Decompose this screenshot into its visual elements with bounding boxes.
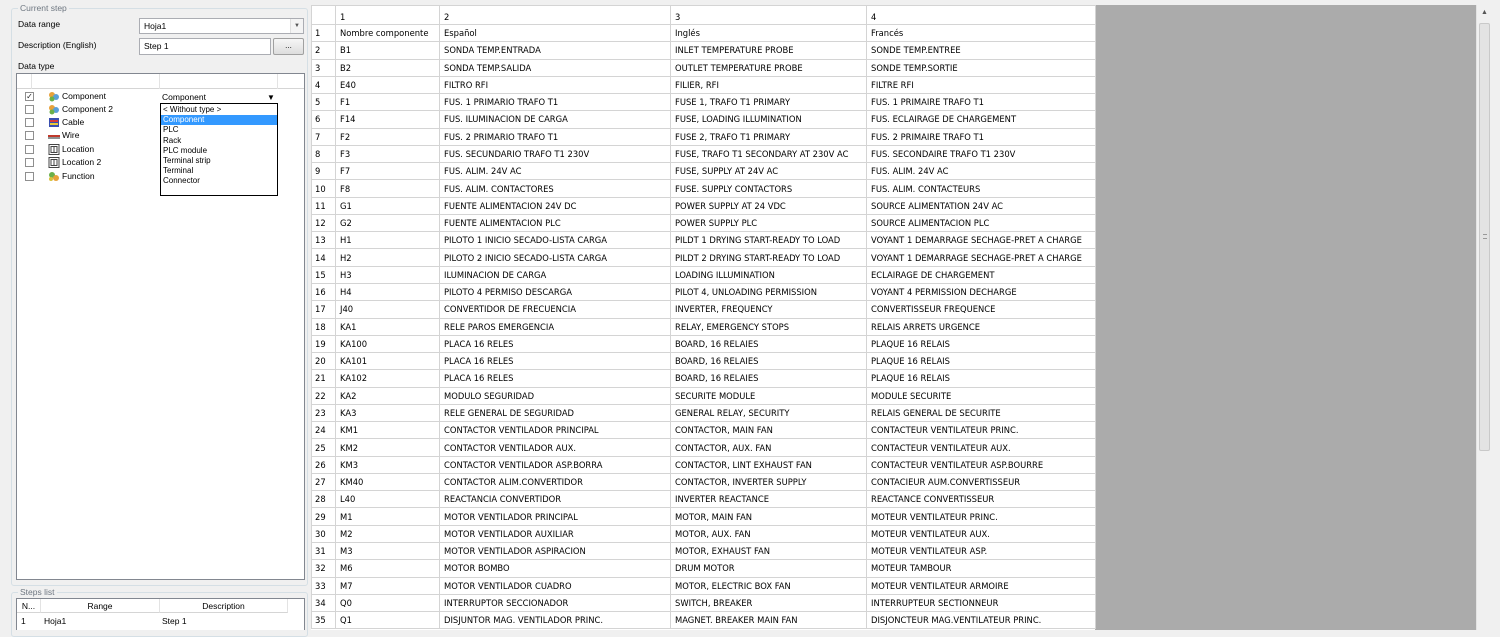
table-cell[interactable]: B1 xyxy=(336,42,440,59)
row-header[interactable]: 19 xyxy=(312,335,336,352)
table-cell[interactable]: ECLAIRAGE DE CHARGEMENT xyxy=(867,266,1096,283)
data-type-label-wire: Wire xyxy=(62,130,80,140)
table-row xyxy=(312,25,1096,42)
table-row xyxy=(312,508,1096,525)
table-cell[interactable]: FUS. 2 PRIMARIO TRAFO T1 xyxy=(440,128,671,145)
type-option[interactable]: < Without type > xyxy=(163,105,222,114)
table-cell[interactable]: VOYANT 4 PERMISSION DECHARGE xyxy=(867,283,1096,300)
table-cell[interactable]: MOTOR VENTILADOR PRINCIPAL xyxy=(440,508,671,525)
table-row xyxy=(312,542,1096,559)
table-row xyxy=(312,560,1096,577)
row-header[interactable]: 18 xyxy=(312,318,336,335)
table-cell[interactable]: MOTOR VENTILADOR CUADRO xyxy=(440,577,671,594)
table-cell[interactable]: FUSE, SUPPLY AT 24V AC xyxy=(671,163,867,180)
type-select-value: Component xyxy=(162,92,206,102)
table-cell[interactable]: MOTOR BOMBO xyxy=(440,560,671,577)
chevron-down-icon[interactable]: ▼ xyxy=(267,93,275,102)
table-cell[interactable]: H2 xyxy=(336,249,440,266)
column-header[interactable]: 3 xyxy=(671,6,867,25)
table-cell[interactable]: INLET TEMPERATURE PROBE xyxy=(671,42,867,59)
table-cell[interactable]: REACTANCIA CONVERTIDOR xyxy=(440,491,671,508)
table-cell[interactable]: MOTEUR VENTILATEUR PRINC. xyxy=(867,508,1096,525)
table-cell[interactable]: SONDE TEMP.SORTIE xyxy=(867,59,1096,76)
table-row xyxy=(312,42,1096,59)
type-option-selected[interactable]: Component xyxy=(161,115,277,125)
table-row xyxy=(312,111,1096,128)
data-range-label: Data range xyxy=(18,19,61,29)
type-option[interactable]: Terminal strip xyxy=(163,155,211,165)
table-cell[interactable]: FUS. ALIM. 24V AC xyxy=(867,163,1096,180)
table-cell[interactable]: CONTACTOR VENTILADOR PRINCIPAL xyxy=(440,422,671,439)
table-cell[interactable]: MAGNET. BREAKER MAIN FAN xyxy=(671,612,867,629)
row-header[interactable]: 3 xyxy=(312,59,336,76)
description-label: Description (English) xyxy=(18,40,97,50)
table-cell[interactable]: M2 xyxy=(336,525,440,542)
table-row xyxy=(312,370,1096,387)
table-cell[interactable]: FUS. 1 PRIMARIO TRAFO T1 xyxy=(440,94,671,111)
table-cell[interactable]: PLAQUE 16 RELAIS xyxy=(867,353,1096,370)
component-icon xyxy=(48,104,60,115)
table-cell[interactable]: SOURCE ALIMENTACION PLC xyxy=(867,214,1096,231)
data-type-label-component-2: Component 2 xyxy=(62,104,114,114)
table-cell[interactable]: MODULO SEGURIDAD xyxy=(440,387,671,404)
table-cell[interactable]: REACTANCE CONVERTISSEUR xyxy=(867,491,1096,508)
table-cell[interactable]: E40 xyxy=(336,76,440,93)
table-row xyxy=(312,249,1096,266)
table-row xyxy=(312,318,1096,335)
table-cell[interactable]: MODULE SECURITE xyxy=(867,387,1096,404)
description-input[interactable] xyxy=(139,38,271,55)
checkbox[interactable] xyxy=(25,145,34,154)
steps-header-number[interactable]: N... xyxy=(17,599,41,613)
table-cell[interactable]: MOTEUR VENTILATEUR ASP. xyxy=(867,542,1096,559)
table-cell[interactable]: BOARD, 16 RELAIES xyxy=(671,353,867,370)
table-cell[interactable]: PILDT 1 DRYING START-READY TO LOAD xyxy=(671,232,867,249)
type-option[interactable]: Connector xyxy=(163,176,200,186)
table-cell[interactable]: ILUMINACION DE CARGA xyxy=(440,266,671,283)
table-cell[interactable]: FUS. ALIM. 24V AC xyxy=(440,163,671,180)
table-cell[interactable]: H3 xyxy=(336,266,440,283)
table-cell[interactable]: SONDA TEMP.ENTRADA xyxy=(440,42,671,59)
data-type-label-cable: Cable xyxy=(62,117,85,127)
description-value: Step 1 xyxy=(144,41,169,51)
table-cell[interactable]: CONTACTEUR VENTILATEUR ASP.BOURRE xyxy=(867,456,1096,473)
table-cell[interactable]: PLAQUE 16 RELAIS xyxy=(867,335,1096,352)
table-cell[interactable]: KM3 xyxy=(336,456,440,473)
step-range[interactable]: Hoja1 xyxy=(44,616,67,626)
table-cell[interactable]: CONVERTIDOR DE FRECUENCIA xyxy=(440,301,671,318)
table-cell[interactable]: F8 xyxy=(336,180,440,197)
table-cell[interactable]: PILOTO 4 PERMISO DESCARGA xyxy=(440,283,671,300)
row-header[interactable]: 29 xyxy=(312,508,336,525)
checkbox[interactable] xyxy=(25,131,34,140)
step-description[interactable]: Step 1 xyxy=(162,616,187,626)
table-cell[interactable]: DRUM MOTOR xyxy=(671,560,867,577)
row-header[interactable]: 25 xyxy=(312,439,336,456)
data-type-label-function: Function xyxy=(62,171,95,181)
table-cell[interactable]: POWER SUPPLY AT 24 VDC xyxy=(671,197,867,214)
table-row xyxy=(312,387,1096,404)
table-cell[interactable]: KA100 xyxy=(336,335,440,352)
table-cell[interactable]: INTERRUPTEUR SECTIONNEUR xyxy=(867,594,1096,611)
row-header[interactable]: 6 xyxy=(312,111,336,128)
table-row xyxy=(312,301,1096,318)
table-cell[interactable]: PILDT 2 DRYING START-READY TO LOAD xyxy=(671,249,867,266)
table-cell[interactable]: KM40 xyxy=(336,473,440,490)
data-type-label-component: Component xyxy=(62,91,106,101)
table-cell[interactable]: KA1 xyxy=(336,318,440,335)
step-number[interactable]: 1 xyxy=(21,616,26,626)
table-cell[interactable]: PLAQUE 16 RELAIS xyxy=(867,370,1096,387)
table-cell[interactable]: MOTOR, ELECTRIC BOX FAN xyxy=(671,577,867,594)
type-option[interactable]: Rack xyxy=(163,135,182,145)
table-cell[interactable]: PILOT 4, UNLOADING PERMISSION xyxy=(671,283,867,300)
table-cell[interactable]: M3 xyxy=(336,542,440,559)
table-cell[interactable]: DISJUNTOR MAG. VENTILADOR PRINC. xyxy=(440,612,671,629)
type-option[interactable]: Terminal xyxy=(163,166,194,176)
table-cell[interactable]: G1 xyxy=(336,197,440,214)
row-header[interactable]: 10 xyxy=(312,180,336,197)
table-cell[interactable]: CONTACIEUR AUM.CONVERTISSEUR xyxy=(867,473,1096,490)
row-header[interactable]: 26 xyxy=(312,456,336,473)
checkbox[interactable]: ✓ xyxy=(26,92,33,101)
table-cell[interactable]: SONDA TEMP.SALIDA xyxy=(440,59,671,76)
row-header[interactable]: 2 xyxy=(312,42,336,59)
steps-list-grid[interactable] xyxy=(16,598,305,630)
checkbox[interactable] xyxy=(25,172,34,181)
table-cell[interactable]: FUS. 1 PRIMAIRE TRAFO T1 xyxy=(867,94,1096,111)
column-header-row xyxy=(312,6,1096,25)
table-cell[interactable]: MOTEUR VENTILATEUR ARMOIRE xyxy=(867,577,1096,594)
data-range-value: Hoja1 xyxy=(144,21,167,31)
table-cell[interactable]: FUENTE ALIMENTACION 24V DC xyxy=(440,197,671,214)
row-header[interactable]: 34 xyxy=(312,594,336,611)
table-row xyxy=(312,456,1096,473)
table-cell[interactable]: VOYANT 1 DEMARRAGE SECHAGE-PRET A CHARGE xyxy=(867,249,1096,266)
table-cell[interactable]: FUSE, TRAFO T1 SECONDARY AT 230V AC xyxy=(671,145,867,162)
table-cell[interactable]: FILTRE RFI xyxy=(867,76,1096,93)
table-row xyxy=(312,422,1096,439)
table-cell[interactable]: FILTRO RFI xyxy=(440,76,671,93)
table-cell[interactable]: CONVERTISSEUR FREQUENCE xyxy=(867,301,1096,318)
table-row xyxy=(312,594,1096,611)
row-header[interactable]: 24 xyxy=(312,422,336,439)
steps-header-range[interactable]: Range xyxy=(41,599,160,613)
component-icon xyxy=(48,91,60,102)
table-cell[interactable]: RELAY, EMERGENCY STOPS xyxy=(671,318,867,335)
table-cell[interactable]: Nombre componente xyxy=(336,25,440,42)
table-row xyxy=(312,353,1096,370)
data-type-label-location-2: Location 2 xyxy=(62,157,102,167)
table-cell[interactable]: Francés xyxy=(867,25,1096,42)
table-row xyxy=(312,491,1096,508)
corner-cell[interactable] xyxy=(312,6,336,25)
table-cell[interactable]: MOTOR VENTILADOR AUXILIAR xyxy=(440,525,671,542)
table-cell[interactable]: FUS. ALIM. CONTACTORES xyxy=(440,180,671,197)
table-cell[interactable]: FILIER, RFI xyxy=(671,76,867,93)
row-header[interactable]: 30 xyxy=(312,525,336,542)
table-cell[interactable]: MOTEUR VENTILATEUR AUX. xyxy=(867,525,1096,542)
table-cell[interactable]: KA101 xyxy=(336,353,440,370)
row-header[interactable]: 32 xyxy=(312,560,336,577)
table-cell[interactable]: SECURITE MODULE xyxy=(671,387,867,404)
table-cell[interactable]: BOARD, 16 RELAIES xyxy=(671,335,867,352)
table-cell[interactable]: FUSE 2, TRAFO T1 PRIMARY xyxy=(671,128,867,145)
table-cell[interactable]: F3 xyxy=(336,145,440,162)
table-row xyxy=(312,266,1096,283)
table-cell[interactable]: KA2 xyxy=(336,387,440,404)
table-cell[interactable]: CONTACTOR ALIM.CONVERTIDOR xyxy=(440,473,671,490)
table-cell[interactable]: LOADING ILLUMINATION xyxy=(671,266,867,283)
table-cell[interactable]: FUSE 1, TRAFO T1 PRIMARY xyxy=(671,94,867,111)
table-cell[interactable]: PLACA 16 RELES xyxy=(440,335,671,352)
table-cell[interactable]: FUS. SECONDAIRE TRAFO T1 230V xyxy=(867,145,1096,162)
table-cell[interactable]: Inglés xyxy=(671,25,867,42)
row-header[interactable]: 17 xyxy=(312,301,336,318)
table-cell[interactable]: Q1 xyxy=(336,612,440,629)
table-cell[interactable]: J40 xyxy=(336,301,440,318)
data-range-select[interactable] xyxy=(139,18,304,34)
table-cell[interactable]: CONTACTOR VENTILADOR ASP.BORRA xyxy=(440,456,671,473)
type-select[interactable] xyxy=(160,92,277,103)
row-header[interactable]: 22 xyxy=(312,387,336,404)
table-cell[interactable]: FUS. 2 PRIMAIRE TRAFO T1 xyxy=(867,128,1096,145)
current-step-legend: Current step xyxy=(20,3,67,13)
table-cell[interactable]: CONTACTOR VENTILADOR AUX. xyxy=(440,439,671,456)
table-cell[interactable]: MOTOR VENTILADOR ASPIRACION xyxy=(440,542,671,559)
row-header[interactable]: 12 xyxy=(312,214,336,231)
table-cell[interactable]: PILOTO 2 INICIO SECADO-LISTA CARGA xyxy=(440,249,671,266)
chevron-down-icon[interactable]: ▼ xyxy=(290,19,303,33)
row-header[interactable]: 9 xyxy=(312,163,336,180)
location-icon xyxy=(48,157,60,168)
table-cell[interactable]: F2 xyxy=(336,128,440,145)
table-cell[interactable]: L40 xyxy=(336,491,440,508)
table-cell[interactable]: SONDE TEMP.ENTREE xyxy=(867,42,1096,59)
type-option[interactable]: PLC module xyxy=(163,145,208,155)
table-cell[interactable]: PILOTO 1 INICIO SECADO-LISTA CARGA xyxy=(440,232,671,249)
checkbox[interactable] xyxy=(25,158,34,167)
table-row xyxy=(312,404,1096,421)
column-header[interactable]: 2 xyxy=(440,6,671,25)
table-cell[interactable]: PLACA 16 RELES xyxy=(440,353,671,370)
table-cell[interactable]: KM1 xyxy=(336,422,440,439)
row-header[interactable]: 5 xyxy=(312,94,336,111)
data-type-row-component-2[interactable] xyxy=(25,104,165,117)
row-header[interactable]: 27 xyxy=(312,473,336,490)
table-cell[interactable]: H4 xyxy=(336,283,440,300)
row-header[interactable]: 8 xyxy=(312,145,336,162)
table-cell[interactable]: CONTACTOR, MAIN FAN xyxy=(671,422,867,439)
table-cell[interactable]: INVERTER REACTANCE xyxy=(671,491,867,508)
table-cell[interactable]: F1 xyxy=(336,94,440,111)
location-icon xyxy=(48,144,60,155)
checkbox[interactable] xyxy=(25,105,34,114)
table-cell[interactable]: FUSE, LOADING ILLUMINATION xyxy=(671,111,867,128)
table-cell[interactable]: RELAIS ARRETS URGENCE xyxy=(867,318,1096,335)
row-header[interactable]: 23 xyxy=(312,404,336,421)
table-cell[interactable]: PLACA 16 RELES xyxy=(440,370,671,387)
table-row xyxy=(312,612,1096,629)
function-icon xyxy=(48,171,60,182)
row-header[interactable]: 13 xyxy=(312,232,336,249)
table-cell[interactable]: SOURCE ALIMENTATION 24V AC xyxy=(867,197,1096,214)
checkbox[interactable] xyxy=(25,118,34,127)
table-cell[interactable]: VOYANT 1 DEMARRAGE SECHAGE-PRET A CHARGE xyxy=(867,232,1096,249)
table-row xyxy=(312,145,1096,162)
column-header[interactable]: 4 xyxy=(867,6,1096,25)
spreadsheet[interactable] xyxy=(311,5,1095,630)
table-cell[interactable]: DISJONCTEUR MAG.VENTILATEUR PRINC. xyxy=(867,612,1096,629)
table-cell[interactable]: Español xyxy=(440,25,671,42)
table-cell[interactable]: FUS. ILUMINACION DE CARGA xyxy=(440,111,671,128)
wire-icon xyxy=(48,130,60,141)
data-type-row-wire[interactable] xyxy=(25,130,165,143)
table-row xyxy=(312,197,1096,214)
table-cell[interactable]: RELAIS GENERAL DE SECURITE xyxy=(867,404,1096,421)
table-row xyxy=(312,577,1096,594)
table-cell[interactable]: BOARD, 16 RELAIES xyxy=(671,370,867,387)
row-header[interactable]: 7 xyxy=(312,128,336,145)
table-cell[interactable]: INTERRUPTOR SECCIONADOR xyxy=(440,594,671,611)
table-cell[interactable]: MOTEUR TAMBOUR xyxy=(867,560,1096,577)
table-cell[interactable]: POWER SUPPLY PLC xyxy=(671,214,867,231)
row-header[interactable]: 28 xyxy=(312,491,336,508)
table-cell[interactable]: KA3 xyxy=(336,404,440,421)
table-row xyxy=(312,163,1096,180)
row-header[interactable]: 11 xyxy=(312,197,336,214)
data-type-label-location: Location xyxy=(62,144,95,154)
row-header[interactable]: 1 xyxy=(312,25,336,42)
table-row xyxy=(312,525,1096,542)
table-cell[interactable]: INVERTER, FREQUENCY xyxy=(671,301,867,318)
table-cell[interactable]: RELE PAROS EMERGENCIA xyxy=(440,318,671,335)
table-row xyxy=(312,232,1096,249)
data-type-row-cable[interactable] xyxy=(25,117,165,130)
table-cell[interactable]: F14 xyxy=(336,111,440,128)
table-row xyxy=(312,214,1096,231)
data-type-row-function[interactable] xyxy=(25,171,165,184)
table-cell[interactable]: M7 xyxy=(336,577,440,594)
data-type-label: Data type xyxy=(18,61,55,71)
table-cell[interactable]: MOTOR, AUX. FAN xyxy=(671,525,867,542)
table-cell[interactable]: Q0 xyxy=(336,594,440,611)
scrollbar-thumb[interactable] xyxy=(1479,23,1490,451)
table-cell[interactable]: M1 xyxy=(336,508,440,525)
scroll-up-icon[interactable]: ▲ xyxy=(1481,9,1488,16)
table-cell[interactable]: CONTACTEUR VENTILATEUR AUX. xyxy=(867,439,1096,456)
row-header[interactable]: 31 xyxy=(312,542,336,559)
steps-list-legend: Steps list xyxy=(20,587,55,597)
table-cell[interactable]: FUS. ECLAIRAGE DE CHARGEMENT xyxy=(867,111,1096,128)
data-type-row-location-2[interactable] xyxy=(25,157,165,170)
table-row xyxy=(312,283,1096,300)
table-cell[interactable]: CONTACTOR, INVERTER SUPPLY xyxy=(671,473,867,490)
table-cell[interactable]: CONTACTOR, LINT EXHAUST FAN xyxy=(671,456,867,473)
cable-icon xyxy=(48,117,60,128)
row-header[interactable]: 16 xyxy=(312,283,336,300)
table-cell[interactable]: OUTLET TEMPERATURE PROBE xyxy=(671,59,867,76)
table-row xyxy=(312,473,1096,490)
row-header[interactable]: 21 xyxy=(312,370,336,387)
table-cell[interactable]: GENERAL RELAY, SECURITY xyxy=(671,404,867,421)
table-row xyxy=(312,439,1096,456)
table-row xyxy=(312,128,1096,145)
table-cell[interactable]: FUSE. SUPPLY CONTACTORS xyxy=(671,180,867,197)
table-cell[interactable]: FUS. ALIM. CONTACTEURS xyxy=(867,180,1096,197)
table-cell[interactable]: FUS. SECUNDARIO TRAFO T1 230V xyxy=(440,145,671,162)
browse-button[interactable]: ... xyxy=(273,38,304,55)
table-cell[interactable]: SWITCH, BREAKER xyxy=(671,594,867,611)
table-cell[interactable]: M6 xyxy=(336,560,440,577)
row-header[interactable]: 14 xyxy=(312,249,336,266)
table-cell[interactable]: CONTACTOR, AUX. FAN xyxy=(671,439,867,456)
type-option[interactable]: PLC xyxy=(163,125,179,135)
vertical-scrollbar[interactable] xyxy=(1476,5,1491,630)
type-dropdown-list xyxy=(160,103,278,196)
table-cell[interactable]: MOTOR, EXHAUST FAN xyxy=(671,542,867,559)
data-type-row-component[interactable] xyxy=(25,91,165,104)
table-cell[interactable]: MOTOR, MAIN FAN xyxy=(671,508,867,525)
column-header[interactable]: 1 xyxy=(336,6,440,25)
table-cell[interactable]: CONTACTEUR VENTILATEUR PRINC. xyxy=(867,422,1096,439)
table-cell[interactable]: KA102 xyxy=(336,370,440,387)
table-row xyxy=(312,335,1096,352)
row-header[interactable]: 35 xyxy=(312,612,336,629)
table-cell[interactable]: RELE GENERAL DE SEGURIDAD xyxy=(440,404,671,421)
table-row xyxy=(312,94,1096,111)
table-cell[interactable]: G2 xyxy=(336,214,440,231)
data-type-grid-header xyxy=(17,74,304,89)
row-header[interactable]: 20 xyxy=(312,353,336,370)
steps-header-description[interactable]: Description xyxy=(160,599,288,613)
row-header[interactable]: 4 xyxy=(312,76,336,93)
table-cell[interactable]: B2 xyxy=(336,59,440,76)
row-header[interactable]: 33 xyxy=(312,577,336,594)
row-header[interactable]: 15 xyxy=(312,266,336,283)
table-cell[interactable]: FUENTE ALIMENTACION PLC xyxy=(440,214,671,231)
table-row xyxy=(312,180,1096,197)
table-cell[interactable]: H1 xyxy=(336,232,440,249)
data-type-row-location[interactable] xyxy=(25,144,165,157)
table-row xyxy=(312,76,1096,93)
table-cell[interactable]: KM2 xyxy=(336,439,440,456)
table-row xyxy=(312,59,1096,76)
spreadsheet-area xyxy=(311,5,1476,630)
spreadsheet-table[interactable] xyxy=(311,5,1096,629)
table-cell[interactable]: F7 xyxy=(336,163,440,180)
